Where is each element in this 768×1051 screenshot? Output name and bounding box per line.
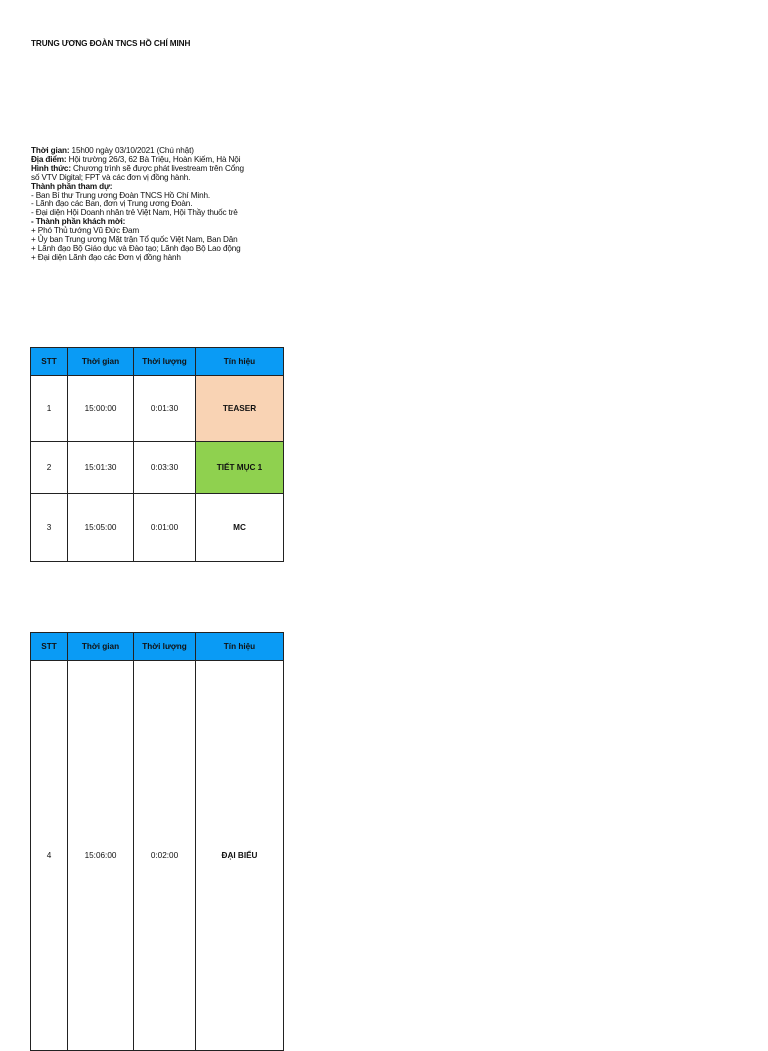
header-stt: STT	[31, 348, 68, 376]
schedule-table-1	[30, 347, 284, 562]
cell-duration: 0:02:00	[134, 661, 196, 1051]
header-stt: STT	[31, 633, 68, 661]
event-place-value: Hội trường 26/3, 62 Bà Triệu, Hoàn Kiếm, Hà Nội	[66, 154, 241, 164]
header-time: Thời gian	[68, 633, 134, 661]
table-row	[31, 376, 284, 442]
header-duration: Thời lượng	[134, 348, 196, 376]
event-place-label: Địa điểm:	[31, 154, 67, 164]
table-row	[31, 494, 284, 562]
cell-duration: 0:01:00	[134, 494, 196, 562]
header-signal: Tín hiệu	[196, 633, 284, 661]
cell-stt: 4	[31, 661, 68, 1051]
participant-item: - Ban Bí thư Trung ương Đoàn TNCS Hồ Chí Minh.	[31, 190, 211, 200]
cell-stt: 1	[31, 376, 68, 442]
cell-duration: 0:03:30	[134, 442, 196, 494]
cell-stt: 2	[31, 442, 68, 494]
cell-time: 15:00:00	[68, 376, 134, 442]
header-time: Thời gian	[68, 348, 134, 376]
cell-signal: ĐẠI BIỂU	[196, 661, 284, 1051]
table-row	[31, 442, 284, 494]
event-time-label: Thời gian:	[31, 147, 70, 155]
cell-time: 15:06:00	[68, 661, 134, 1051]
cell-duration: 0:01:30	[134, 376, 196, 442]
cell-time: 15:05:00	[68, 494, 134, 562]
schedule-table-2	[30, 632, 284, 1051]
event-time-value: 15h00 ngày 03/10/2021 (Chủ nhật)	[69, 147, 194, 155]
organization-title: TRUNG ƯƠNG ĐOÀN TNCS HỒ CHÍ MINH	[31, 39, 191, 48]
cell-signal: MC	[196, 494, 284, 562]
event-format-line-2: số VTV Digital; FPT và các đơn vị đồng hành.	[31, 172, 191, 182]
guest-item: + Ủy ban Trung ương Mặt trận Tổ quốc Việt Nam, Ban Dân	[31, 235, 238, 245]
participant-item: - Đại diện Hội Doanh nhân trẻ Việt Nam, Hội Thầy thuốc trẻ	[31, 208, 238, 218]
cell-stt: 3	[31, 494, 68, 562]
table-header-row	[31, 633, 284, 661]
header-signal: Tín hiệu	[196, 348, 284, 376]
table-header-row	[31, 348, 284, 376]
table-row	[31, 661, 284, 1051]
cell-signal: TIẾT MỤC 1	[196, 442, 284, 494]
event-format-label: Hình thức:	[31, 163, 71, 173]
guest-item: + Phó Thủ tướng Vũ Đức Đam	[31, 226, 140, 236]
participants-heading: Thành phần tham dự:	[31, 181, 113, 191]
guest-item: + Lãnh đạo Bộ Giáo dục và Đào tạo; Lãnh đạo Bộ Lao động	[31, 243, 241, 253]
participant-item: - Lãnh đạo các Ban, đơn vị Trung ương Đoàn.	[31, 199, 193, 209]
event-info-block	[31, 147, 284, 263]
cell-time: 15:01:30	[68, 442, 134, 494]
event-format-value: Chương trình sẽ được phát livestream trên Cổng	[70, 163, 244, 173]
guests-heading: - Thành phần khách mời:	[31, 217, 126, 227]
guest-item: + Đại diện Lãnh đạo các Đơn vị đồng hành	[31, 252, 181, 262]
cell-signal: TEASER	[196, 376, 284, 442]
header-duration: Thời lượng	[134, 633, 196, 661]
